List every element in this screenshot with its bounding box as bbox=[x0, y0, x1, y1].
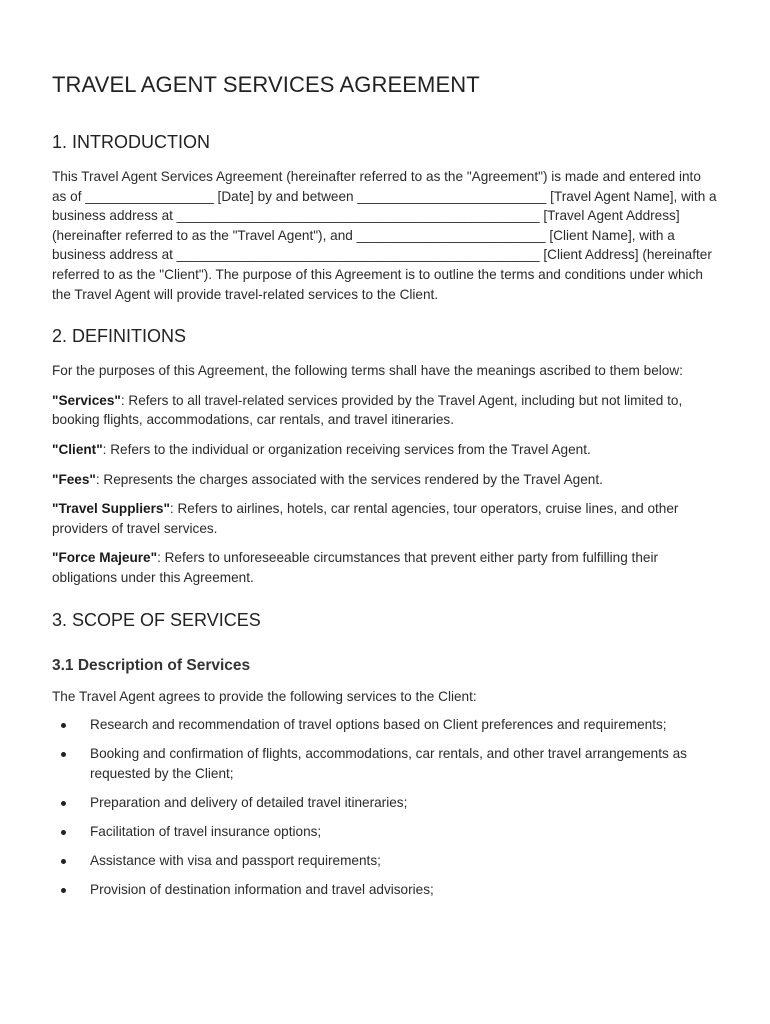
definition-text: : Refers to the individual or organization receiving services from the Travel Agent. bbox=[102, 441, 591, 457]
definition-item bbox=[52, 470, 718, 490]
bullet-icon bbox=[61, 859, 66, 864]
bullet-icon bbox=[61, 752, 66, 757]
definition-text: : Represents the charges associated with the services rendered by the Travel Agent. bbox=[95, 471, 603, 487]
introduction-paragraph: This Travel Agent Services Agreement (hereinafter referred to as the "Agreement") is made and entered into as of _________________ [Date] by and between _________________________ [Travel Agent Name], with a business address at ________________________________________________ [Travel Agent Address] (hereinafter referred to as the "Travel Agent"), and _________________________ [Client Name], with a business address at ________________________________________________ [Client Address] (hereinafter referred to as the "Client"). The purpose of this Agreement is to outline the terms and conditions under which the Travel Agent will provide travel-related services to the Client. bbox=[52, 169, 717, 302]
introduction-heading: 1. INTRODUCTION bbox=[52, 132, 211, 152]
list-item bbox=[52, 880, 718, 900]
definition-text: : Refers to all travel-related services provided by the Travel Agent, including but not limited to, booking flights, accommodations, car rentals, and travel itineraries. bbox=[52, 392, 683, 428]
scope-lead: The Travel Agent agrees to provide the following services to the Client: bbox=[52, 688, 477, 704]
definition-term: "Travel Suppliers" bbox=[52, 501, 170, 517]
definitions-heading: 2. DEFINITIONS bbox=[52, 326, 187, 347]
introduction-section bbox=[52, 132, 718, 304]
definition-item bbox=[52, 391, 718, 430]
definition-term: "Client" bbox=[52, 441, 103, 457]
scope-subheading: 3.1 Description of Services bbox=[52, 656, 251, 674]
bullet-icon bbox=[61, 723, 66, 728]
definition-item bbox=[52, 440, 718, 460]
list-item bbox=[52, 851, 718, 871]
definitions-lead: For the purposes of this Agreement, the following terms shall have the meanings ascribed to them below: bbox=[52, 363, 683, 379]
definition-term: "Fees" bbox=[52, 471, 96, 487]
list-item-text: Preparation and delivery of detailed travel itineraries; bbox=[90, 794, 408, 810]
list-item bbox=[52, 822, 718, 842]
bullet-icon bbox=[61, 801, 66, 806]
list-item-text: Provision of destination information and travel advisories; bbox=[90, 882, 434, 898]
bullet-icon bbox=[61, 888, 66, 893]
list-item-text: Assistance with visa and passport requirements; bbox=[90, 853, 381, 869]
definition-text: : Refers to unforeseeable circumstances that prevent either party from fulfilling their obligations under this Agreement. bbox=[52, 550, 659, 585]
definition-item bbox=[52, 499, 718, 538]
scope-section bbox=[52, 610, 718, 900]
definition-term: "Services" bbox=[52, 392, 121, 408]
definition-item bbox=[52, 548, 718, 587]
definition-text: : Refers to airlines, hotels, car rental agencies, tour operators, cruise lines, and other providers of travel services. bbox=[52, 501, 679, 536]
document-title: TRAVEL AGENT SERVICES AGREEMENT bbox=[52, 72, 480, 97]
list-item-text: Booking and confirmation of flights, accommodations, car rentals, and other travel arrangements as requested by the Client; bbox=[90, 746, 687, 781]
list-item bbox=[52, 715, 718, 735]
list-item bbox=[52, 744, 718, 783]
definitions-section bbox=[52, 326, 718, 587]
definition-term: "Force Majeure" bbox=[52, 550, 158, 566]
list-item-text: Research and recommendation of travel options based on Client preferences and requirements; bbox=[90, 717, 667, 733]
list-item bbox=[52, 793, 718, 813]
list-item-text: Facilitation of travel insurance options; bbox=[90, 823, 322, 839]
bullet-icon bbox=[61, 830, 66, 835]
scope-heading: 3. SCOPE OF SERVICES bbox=[52, 609, 261, 630]
services-list bbox=[52, 715, 718, 900]
